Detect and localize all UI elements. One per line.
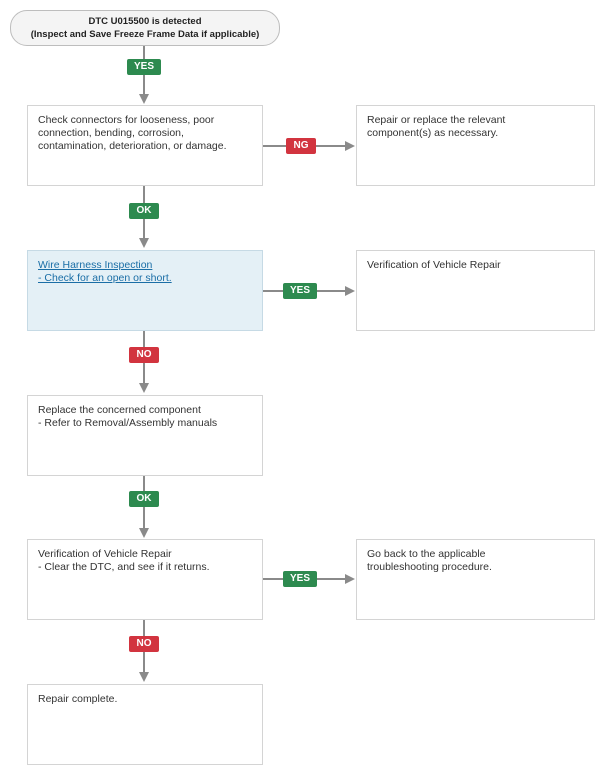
check-connectors-line-1: Check connectors for looseness, poor: [38, 114, 215, 126]
repair-complete-line-1: Repair complete.: [38, 693, 118, 705]
yes-badge: YES: [283, 283, 317, 299]
replace-component-box: [27, 395, 263, 476]
start-subtitle: (Inspect and Save Freeze Frame Data if applicable): [30, 29, 260, 40]
replace-component-line-2: - Refer to Removal/Assembly manuals: [38, 417, 218, 429]
ok-badge: OK: [129, 491, 159, 507]
yes-badge: YES: [283, 571, 317, 587]
go-back-line-1: Go back to the applicable: [367, 548, 486, 560]
yes-badge: YES: [127, 59, 161, 75]
verification-repair-line-1: Verification of Vehicle Repair: [367, 259, 501, 271]
check-connectors-line-2: connection, bending, corrosion,: [38, 127, 184, 139]
replace-component-line-1: Replace the concerned component: [38, 404, 201, 416]
verification-repair-box: [356, 250, 595, 331]
repair-replace-line-1: Repair or replace the relevant: [367, 114, 506, 126]
start-title: DTC U015500 is detected: [88, 16, 202, 27]
repair-replace-line-2: component(s) as necessary.: [367, 127, 499, 139]
wire-harness-inspection-link[interactable]: Wire Harness Inspection: [38, 259, 153, 271]
no-badge: NO: [129, 347, 159, 363]
ng-badge: NG: [286, 138, 316, 154]
repair-replace-box: [356, 105, 595, 186]
check-connectors-line-3: contamination, deterioration, or damage.: [38, 140, 227, 152]
verification-clear-dtc-line-2: - Clear the DTC, and see if it returns.: [38, 561, 210, 573]
wire-harness-check-link[interactable]: - Check for an open or short.: [38, 272, 172, 284]
start-terminal: [10, 10, 280, 46]
repair-complete-box: [27, 684, 263, 765]
go-back-line-2: troubleshooting procedure.: [367, 561, 492, 573]
check-connectors-box: [27, 105, 263, 186]
ok-badge: OK: [129, 203, 159, 219]
wire-harness-box: [27, 250, 263, 331]
verification-clear-dtc-box: [27, 539, 263, 620]
go-back-box: [356, 539, 595, 620]
verification-clear-dtc-line-1: Verification of Vehicle Repair: [38, 548, 172, 560]
no-badge: NO: [129, 636, 159, 652]
